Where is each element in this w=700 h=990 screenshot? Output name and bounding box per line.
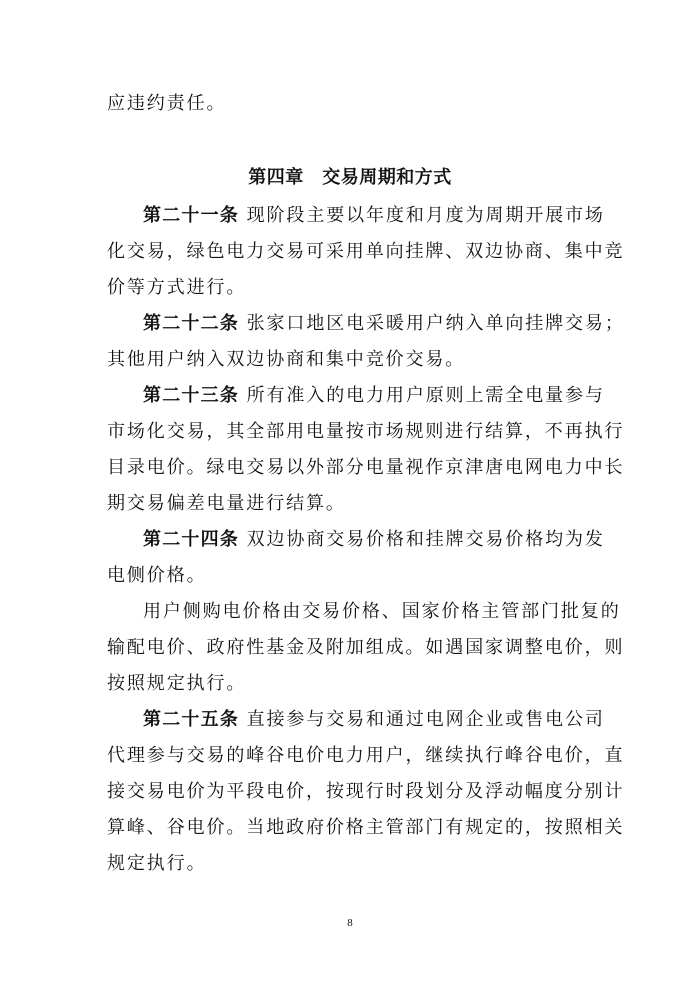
text-line: 规定执行。 bbox=[107, 853, 207, 874]
article-22: 第二十二条 张家口地区电采暖用户纳入单向挂牌交易； bbox=[143, 313, 625, 334]
text-line: 电侧价格。 bbox=[107, 565, 207, 586]
article-title: 第二十二条 bbox=[143, 313, 239, 334]
text-line: 算峰、谷电价。当地政府价格主管部门有规定的，按照相关 bbox=[107, 817, 625, 838]
article-23: 第二十三条 所有准入的电力用户原则上需全电量参与 bbox=[143, 385, 605, 406]
text-line: 用户侧购电价格由交易价格、国家价格主管部门批复的 bbox=[143, 601, 621, 622]
article-title: 第二十四条 bbox=[143, 529, 239, 550]
text-line: 期交易偏差电量进行结算。 bbox=[107, 493, 346, 514]
text-line: 代理参与交易的峰谷电价电力用户，继续执行峰谷电价，直 bbox=[107, 745, 625, 766]
text-line: 应违约责任。 bbox=[107, 93, 227, 114]
text-line: 按照规定执行。 bbox=[107, 673, 247, 694]
text-line: 其他用户纳入双边协商和集中竞价交易。 bbox=[107, 349, 466, 370]
text-line: 化交易，绿色电力交易可采用单向挂牌、双边协商、集中竞 bbox=[107, 241, 625, 262]
text-line: 市场化交易，其全部用电量按市场规则进行结算，不再执行 bbox=[107, 421, 625, 442]
article-title: 第二十三条 bbox=[143, 385, 239, 406]
text-line: 输配电价、政府性基金及附加组成。如遇国家调整电价，则 bbox=[107, 637, 625, 658]
article-24: 第二十四条 双边协商交易价格和挂牌交易价格均为发 bbox=[143, 529, 605, 550]
page-number: 8 bbox=[347, 917, 353, 929]
text-line: 接交易电价为平段电价，按现行时段划分及浮动幅度分别计 bbox=[107, 781, 625, 802]
text-line: 价等方式进行。 bbox=[107, 277, 247, 298]
article-25: 第二十五条 直接参与交易和通过电网企业或售电公司 bbox=[143, 709, 605, 730]
text-line: 目录电价。绿电交易以外部分电量视作京津唐电网电力中长 bbox=[107, 457, 625, 478]
article-title: 第二十一条 bbox=[143, 205, 239, 226]
chapter-title: 第四章 交易周期和方式 bbox=[248, 167, 452, 188]
article-title: 第二十五条 bbox=[143, 709, 239, 730]
article-21: 第二十一条 现阶段主要以年度和月度为周期开展市场 bbox=[143, 205, 605, 226]
